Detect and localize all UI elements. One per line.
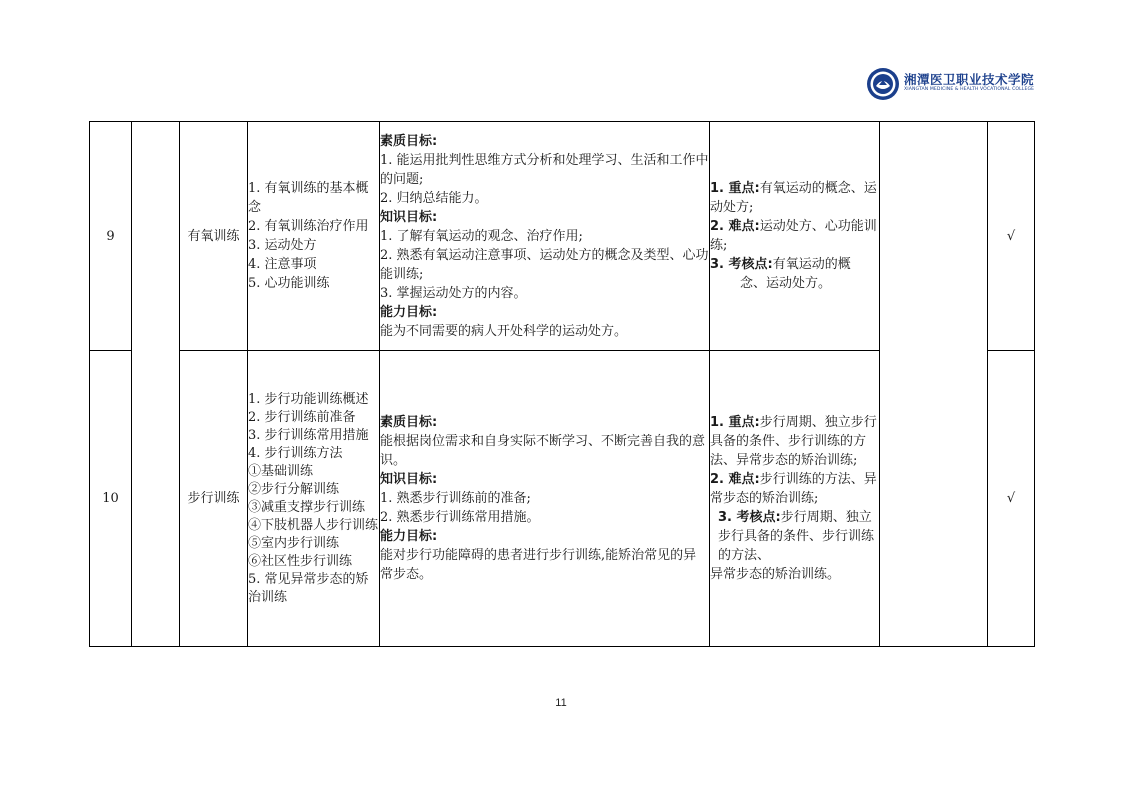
- ability-goal-heading: 能力目标:: [380, 304, 438, 320]
- college-logo: [866, 64, 1035, 104]
- table-row: [90, 122, 1035, 351]
- row-content: 1. 有氧训练的基本概念 2. 有氧训练治疗作用 3. 运动处方 4. 注意事项 5. 心功能训练: [248, 122, 380, 351]
- row-number: 9: [90, 122, 132, 351]
- blank-cell: [880, 122, 988, 647]
- blank-cell: [132, 122, 180, 647]
- college-name: 湘潭医卫职业技术学院: [904, 72, 1035, 87]
- knowledge-goal-heading: 知识目标:: [380, 472, 438, 487]
- row-goals: 素质目标: 1. 能运用批判性思维方式分析和处理学习、生活和工作中的问题; 2. 归纳总结能力。 知识目标: 1. 了解有氧运动的观念、治疗作用; 2. 熟悉有氧运动注意事项、运动处方的概念及类型、心功能训练; 3. 掌握运动处方的内容。 能力目标: 能为不同需要的病人开处科学的运动处方。: [380, 122, 710, 351]
- knowledge-goal-heading: 知识目标:: [380, 209, 438, 225]
- row-number: 10: [90, 351, 132, 647]
- row-topic: 有氧训练: [180, 122, 248, 351]
- quality-goal-heading: 素质目标:: [380, 133, 438, 149]
- ability-goal-heading: 能力目标:: [380, 529, 438, 544]
- row-topic: 步行训练: [180, 351, 248, 647]
- row-key-points: 1. 重点:步行周期、独立步行具备的条件、步行训练的方法、异常步态的矫治训练; 2. 难点:步行训练的方法、异常步态的矫治训练; 3. 考核点:步行周期、独立步行具备的条件、步行训练的方法、 异常步态的矫治训练。: [710, 351, 880, 647]
- check-mark: √: [988, 122, 1035, 351]
- course-table: [89, 121, 1035, 647]
- quality-goal-heading: 素质目标:: [380, 415, 438, 430]
- row-goals: 素质目标: 能根据岗位需求和自身实际不断学习、不断完善自我的意识。 知识目标: 1. 熟悉步行训练前的准备; 2. 熟悉步行训练常用措施。 能力目标: 能对步行功能障碍的患者进行步行训练,能矫治常见的异常步态。: [380, 351, 710, 647]
- row-key-points: 1. 重点:有氧运动的概念、运动处方; 2. 难点:运动处方、心功能训练; 3. 考核点:有氧运动的概 念、运动处方。: [710, 122, 880, 351]
- college-emblem-icon: [866, 67, 900, 101]
- check-mark: √: [988, 351, 1035, 647]
- page-number: 11: [555, 697, 567, 709]
- college-english-name: XIANGTAN MEDICINE & HEALTH VOCATIONAL COLLEGE: [904, 87, 1035, 92]
- row-content: 1. 步行功能训练概述 2. 步行训练前准备 3. 步行训练常用措施 4. 步行训练方法 ①基础训练 ②步行分解训练 ③减重支撑步行训练 ④下肢机器人步行训练 ⑤室内步行训练 ⑥社区性步行训练 5. 常见异常步态的矫治训练: [248, 351, 380, 647]
